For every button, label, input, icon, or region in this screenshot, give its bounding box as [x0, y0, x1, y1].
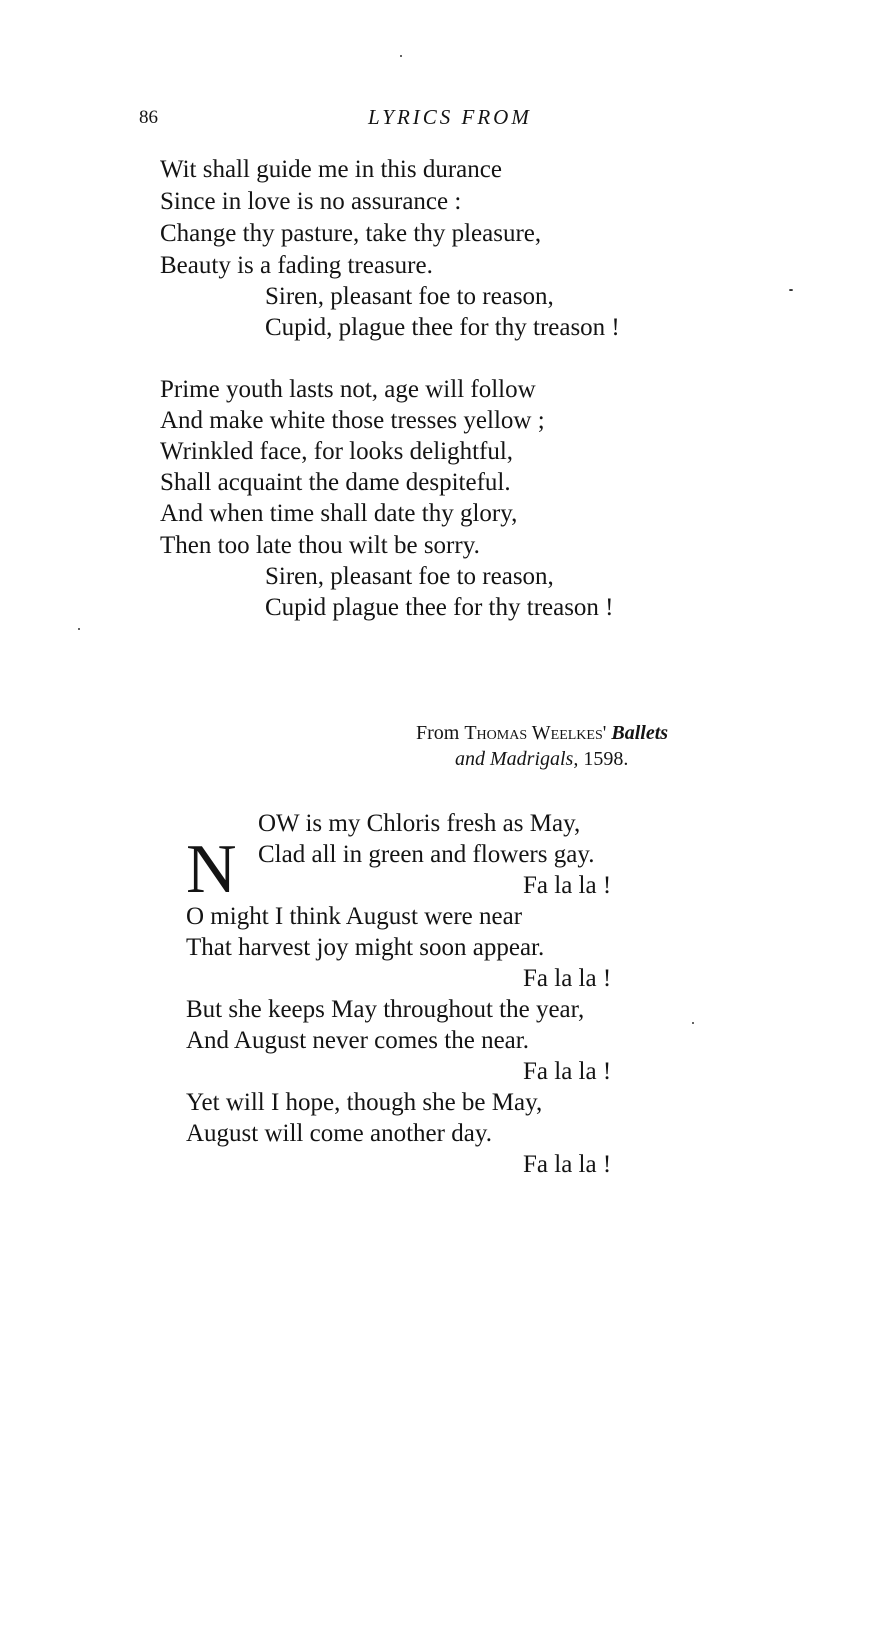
poem-line: And August never comes the near. [186, 1027, 529, 1054]
poem-line: Shall acquaint the dame despiteful. [160, 469, 511, 496]
poem-line: But she keeps May throughout the year, [186, 996, 585, 1023]
poem-line: Beauty is a fading treasure. [160, 252, 433, 279]
scan-speck [78, 628, 80, 630]
poem-line: Wit shall guide me in this durance [160, 156, 502, 183]
refrain-line: Fa la la ! [523, 1058, 612, 1085]
poem-line: O might I think August were near [186, 903, 523, 930]
refrain-line: Fa la la ! [523, 872, 612, 899]
drop-cap: N [186, 831, 237, 908]
poem-line: August will come another day. [186, 1120, 492, 1147]
page-number: 86 [139, 107, 158, 128]
refrain-line: Fa la la ! [523, 965, 612, 992]
poem-line: Wrinkled face, for looks delightful, [160, 438, 514, 465]
refrain-line: Cupid plague thee for thy treason ! [265, 594, 614, 621]
scan-speck [789, 289, 793, 291]
attribution-from: From [416, 722, 460, 744]
refrain-line: Siren, pleasant foe to reason, [265, 563, 554, 590]
poem-line: Prime youth lasts not, age will follow [160, 376, 536, 403]
poem-line: And make white those tresses yellow ; [160, 407, 545, 434]
poem-line: Yet will I hope, though she be May, [186, 1089, 543, 1116]
attribution-author: Thomas Weelkes' [464, 722, 607, 744]
running-head: LYRICS FROM [368, 105, 532, 129]
attribution-line-1 [416, 720, 668, 746]
attribution-title-cont: and Madrigals, [455, 748, 579, 770]
poem-line: That harvest joy might soon appear. [186, 934, 545, 961]
poem-line: Then too late thou wilt be sorry. [160, 532, 480, 559]
refrain-line: Fa la la ! [523, 1151, 612, 1178]
attribution-title: Ballets [611, 722, 669, 744]
poem-line: OW is my Chloris fresh as May, [258, 810, 581, 837]
refrain-line: Cupid, plague thee for thy treason ! [265, 314, 620, 341]
attribution-year: 1598. [583, 748, 629, 770]
scan-speck [692, 1022, 694, 1024]
refrain-line: Siren, pleasant foe to reason, [265, 283, 554, 310]
scan-speck [400, 55, 402, 57]
poem-line: And when time shall date thy glory, [160, 500, 518, 527]
poem-line: Change thy pasture, take thy pleasure, [160, 220, 542, 247]
attribution-line-2 [455, 746, 628, 772]
poem-line: Clad all in green and flowers gay. [258, 841, 595, 868]
poem-line: Since in love is no assurance : [160, 188, 462, 215]
